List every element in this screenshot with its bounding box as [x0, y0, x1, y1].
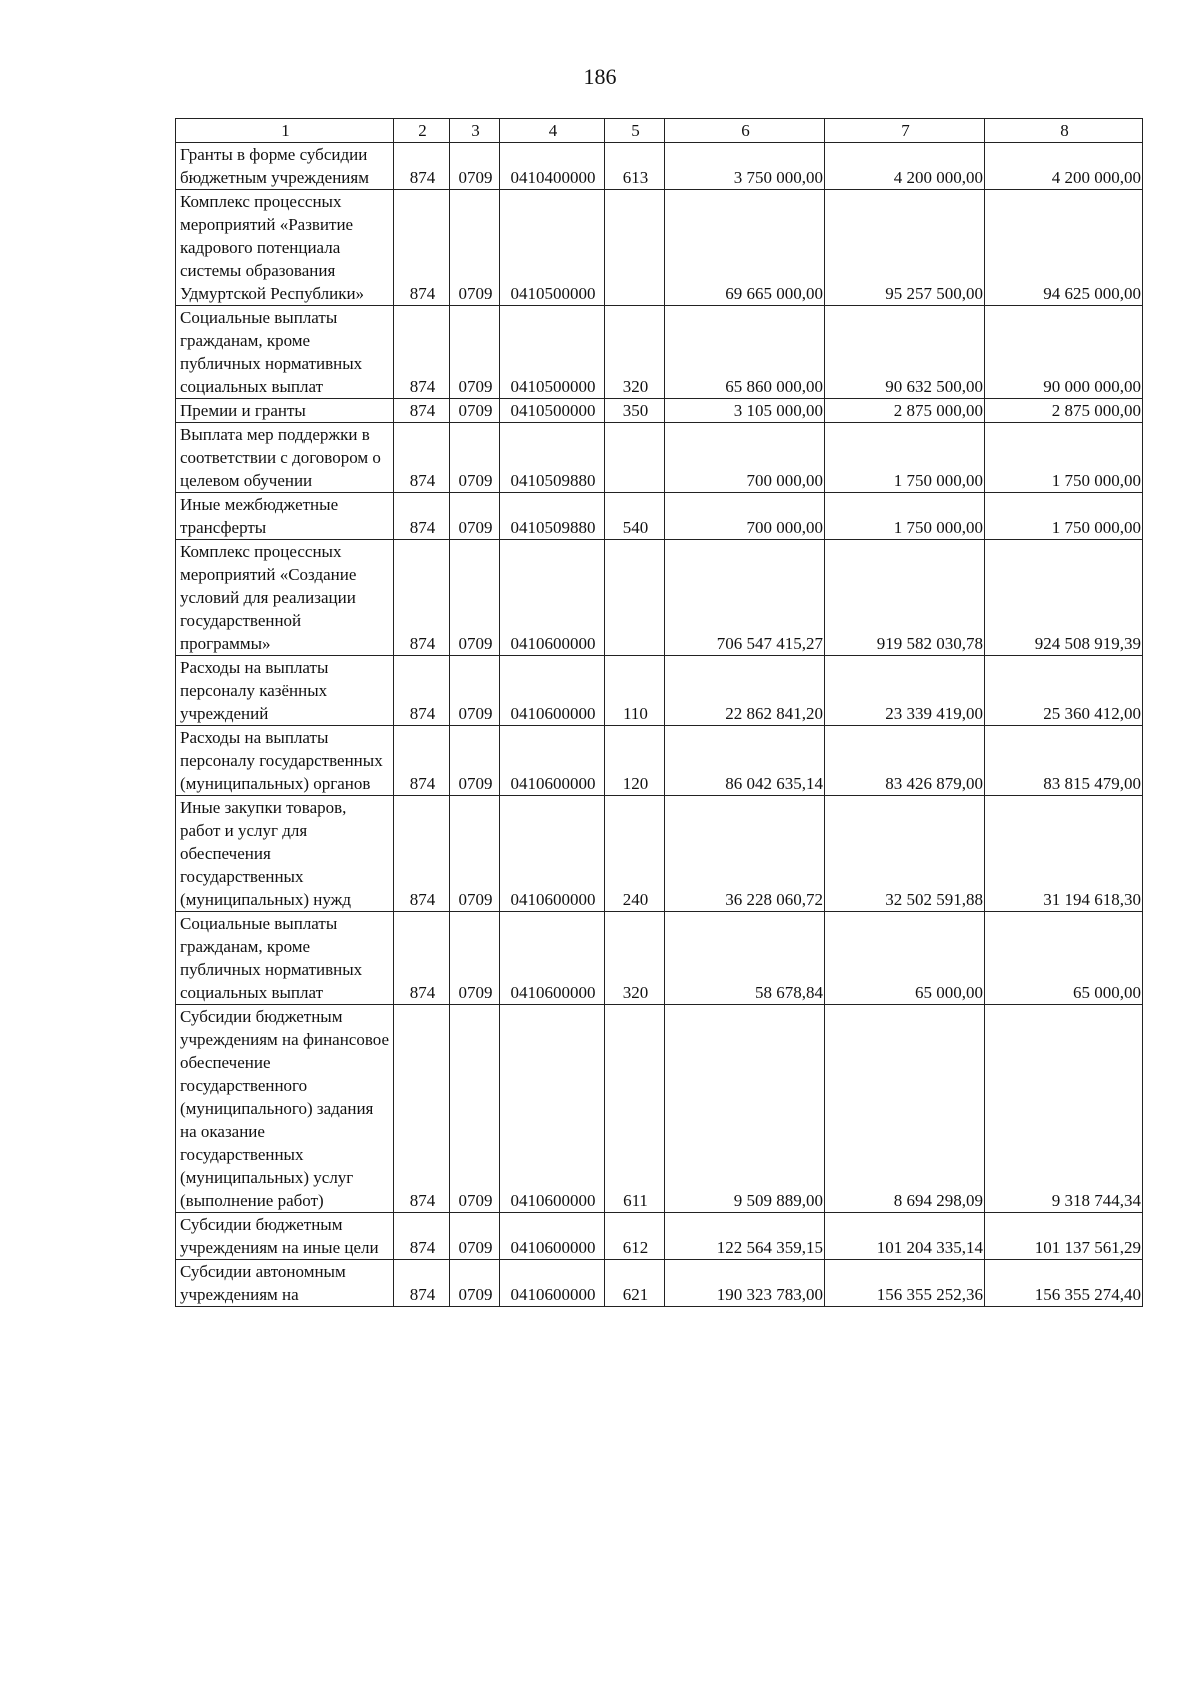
table-row [176, 143, 1143, 190]
amount-col-8: 83 815 479,00 [985, 726, 1143, 796]
code-ministry: 874 [394, 1213, 450, 1260]
code-section: 0709 [450, 190, 500, 306]
table-row [176, 399, 1143, 423]
row-label: Расходы на выплаты персоналу казённых учреждений [176, 656, 394, 726]
amount-col-8: 101 137 561,29 [985, 1213, 1143, 1260]
amount-col-6: 69 665 000,00 [665, 190, 825, 306]
amount-col-6: 65 860 000,00 [665, 306, 825, 399]
amount-col-8: 25 360 412,00 [985, 656, 1143, 726]
code-ministry: 874 [394, 493, 450, 540]
code-ministry: 874 [394, 1260, 450, 1307]
table-row [176, 912, 1143, 1005]
code-expense-type [605, 540, 665, 656]
table-row [176, 1213, 1143, 1260]
row-label: Выплата мер поддержки в соответствии с договором о целевом обучении [176, 423, 394, 493]
code-target-article: 0410600000 [500, 1260, 605, 1307]
code-target-article: 0410600000 [500, 1213, 605, 1260]
amount-col-6: 3 750 000,00 [665, 143, 825, 190]
code-expense-type: 120 [605, 726, 665, 796]
code-ministry: 874 [394, 399, 450, 423]
code-ministry: 874 [394, 143, 450, 190]
code-target-article: 0410500000 [500, 190, 605, 306]
amount-col-6: 122 564 359,15 [665, 1213, 825, 1260]
amount-col-6: 22 862 841,20 [665, 656, 825, 726]
table-row [176, 1260, 1143, 1307]
code-ministry: 874 [394, 656, 450, 726]
code-target-article: 0410600000 [500, 726, 605, 796]
column-header: 8 [985, 119, 1143, 143]
code-target-article: 0410600000 [500, 656, 605, 726]
code-ministry: 874 [394, 540, 450, 656]
amount-col-6: 86 042 635,14 [665, 726, 825, 796]
amount-col-6: 58 678,84 [665, 912, 825, 1005]
row-label: Иные закупки товаров, работ и услуг для обеспечения государственных (муниципальных) нужд [176, 796, 394, 912]
table-row [176, 1005, 1143, 1213]
code-target-article: 0410400000 [500, 143, 605, 190]
amount-col-7: 8 694 298,09 [825, 1005, 985, 1213]
column-header: 7 [825, 119, 985, 143]
amount-col-8: 156 355 274,40 [985, 1260, 1143, 1307]
column-header: 1 [176, 119, 394, 143]
amount-col-7: 919 582 030,78 [825, 540, 985, 656]
code-ministry: 874 [394, 306, 450, 399]
code-expense-type: 611 [605, 1005, 665, 1213]
column-header: 2 [394, 119, 450, 143]
code-target-article: 0410509880 [500, 493, 605, 540]
table-row [176, 306, 1143, 399]
amount-col-8: 2 875 000,00 [985, 399, 1143, 423]
table-row [176, 726, 1143, 796]
amount-col-6: 3 105 000,00 [665, 399, 825, 423]
code-section: 0709 [450, 540, 500, 656]
amount-col-7: 156 355 252,36 [825, 1260, 985, 1307]
code-expense-type: 320 [605, 306, 665, 399]
amount-col-6: 190 323 783,00 [665, 1260, 825, 1307]
table-row [176, 796, 1143, 912]
code-ministry: 874 [394, 726, 450, 796]
code-section: 0709 [450, 726, 500, 796]
amount-col-8: 4 200 000,00 [985, 143, 1143, 190]
amount-col-7: 23 339 419,00 [825, 656, 985, 726]
budget-table [175, 118, 1143, 1307]
code-target-article: 0410600000 [500, 912, 605, 1005]
table-row [176, 190, 1143, 306]
row-label: Комплекс процессных мероприятий «Создание условий для реализации государственной программы» [176, 540, 394, 656]
code-expense-type: 320 [605, 912, 665, 1005]
amount-col-8: 90 000 000,00 [985, 306, 1143, 399]
code-section: 0709 [450, 143, 500, 190]
code-section: 0709 [450, 1260, 500, 1307]
amount-col-7: 1 750 000,00 [825, 493, 985, 540]
table-row [176, 423, 1143, 493]
code-section: 0709 [450, 493, 500, 540]
column-header: 3 [450, 119, 500, 143]
code-ministry: 874 [394, 1005, 450, 1213]
code-target-article: 0410500000 [500, 306, 605, 399]
code-target-article: 0410600000 [500, 1005, 605, 1213]
row-label: Комплекс процессных мероприятий «Развитие кадрового потенциала системы образования Удмуртской Республики» [176, 190, 394, 306]
code-section: 0709 [450, 399, 500, 423]
amount-col-7: 1 750 000,00 [825, 423, 985, 493]
row-label: Гранты в форме субсидии бюджетным учреждениям [176, 143, 394, 190]
row-label: Премии и гранты [176, 399, 394, 423]
amount-col-7: 101 204 335,14 [825, 1213, 985, 1260]
amount-col-6: 9 509 889,00 [665, 1005, 825, 1213]
amount-col-7: 83 426 879,00 [825, 726, 985, 796]
code-ministry: 874 [394, 912, 450, 1005]
code-target-article: 0410500000 [500, 399, 605, 423]
code-ministry: 874 [394, 423, 450, 493]
code-section: 0709 [450, 306, 500, 399]
code-target-article: 0410600000 [500, 796, 605, 912]
column-header: 5 [605, 119, 665, 143]
amount-col-8: 1 750 000,00 [985, 493, 1143, 540]
amount-col-8: 924 508 919,39 [985, 540, 1143, 656]
amount-col-7: 4 200 000,00 [825, 143, 985, 190]
table-row [176, 540, 1143, 656]
row-label: Расходы на выплаты персоналу государственных (муниципальных) органов [176, 726, 394, 796]
amount-col-7: 95 257 500,00 [825, 190, 985, 306]
code-section: 0709 [450, 656, 500, 726]
code-expense-type: 612 [605, 1213, 665, 1260]
code-expense-type [605, 423, 665, 493]
row-label: Иные межбюджетные трансферты [176, 493, 394, 540]
amount-col-7: 32 502 591,88 [825, 796, 985, 912]
amount-col-7: 65 000,00 [825, 912, 985, 1005]
code-ministry: 874 [394, 796, 450, 912]
row-label: Субсидии автономным учреждениям на [176, 1260, 394, 1307]
amount-col-8: 65 000,00 [985, 912, 1143, 1005]
row-label: Социальные выплаты гражданам, кроме публичных нормативных социальных выплат [176, 306, 394, 399]
row-label: Субсидии бюджетным учреждениям на иные цели [176, 1213, 394, 1260]
row-label: Субсидии бюджетным учреждениям на финансовое обеспечение государственного (муниципального) задания на оказание государственных (муниципальных) услуг (выполнение работ) [176, 1005, 394, 1213]
code-expense-type: 350 [605, 399, 665, 423]
code-expense-type: 613 [605, 143, 665, 190]
code-ministry: 874 [394, 190, 450, 306]
amount-col-8: 1 750 000,00 [985, 423, 1143, 493]
amount-col-7: 90 632 500,00 [825, 306, 985, 399]
row-label: Социальные выплаты гражданам, кроме публичных нормативных социальных выплат [176, 912, 394, 1005]
code-expense-type: 240 [605, 796, 665, 912]
code-section: 0709 [450, 423, 500, 493]
column-header: 4 [500, 119, 605, 143]
amount-col-6: 36 228 060,72 [665, 796, 825, 912]
amount-col-8: 31 194 618,30 [985, 796, 1143, 912]
code-expense-type [605, 190, 665, 306]
code-target-article: 0410509880 [500, 423, 605, 493]
column-header: 6 [665, 119, 825, 143]
table-row [176, 656, 1143, 726]
page-number: 186 [583, 64, 617, 89]
amount-col-8: 9 318 744,34 [985, 1005, 1143, 1213]
code-expense-type: 621 [605, 1260, 665, 1307]
code-section: 0709 [450, 912, 500, 1005]
table-row [176, 493, 1143, 540]
code-section: 0709 [450, 1005, 500, 1213]
amount-col-6: 700 000,00 [665, 493, 825, 540]
amount-col-7: 2 875 000,00 [825, 399, 985, 423]
code-target-article: 0410600000 [500, 540, 605, 656]
amount-col-6: 706 547 415,27 [665, 540, 825, 656]
amount-col-8: 94 625 000,00 [985, 190, 1143, 306]
code-section: 0709 [450, 796, 500, 912]
header-row [176, 119, 1143, 143]
amount-col-6: 700 000,00 [665, 423, 825, 493]
code-expense-type: 110 [605, 656, 665, 726]
code-expense-type: 540 [605, 493, 665, 540]
code-section: 0709 [450, 1213, 500, 1260]
